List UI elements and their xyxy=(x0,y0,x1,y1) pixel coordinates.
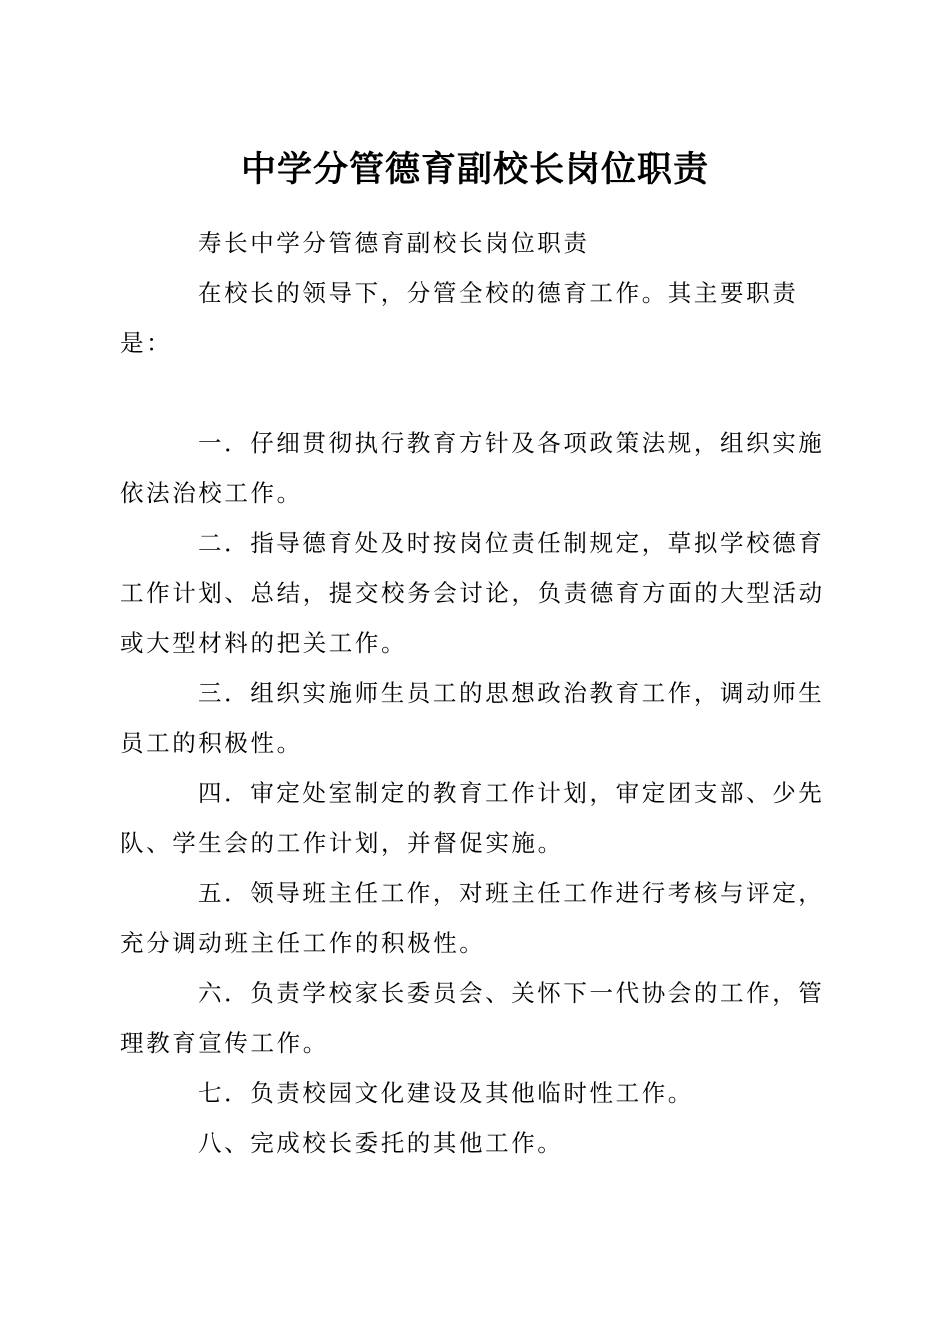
duty-item-5: 五．领导班主任工作，对班主任工作进行考核与评定，充分调动班主任工作的积极性。 xyxy=(120,879,825,957)
document-title: 中学分管德育副校长岗位职责 xyxy=(240,149,709,190)
duty-item-7: 七．负责校园文化建设及其他临时性工作。 xyxy=(198,1079,694,1107)
duty-item-2: 二．指导德育处及时按岗位责任制规定，草拟学校德育工作计划、总结，提交校务会讨论，负责德育方面的大型活动或大型材料的把关工作。 xyxy=(120,529,825,657)
document-body xyxy=(120,218,848,1168)
duty-item-3: 三．组织实施师生员工的思想政治教育工作，调动师生员工的积极性。 xyxy=(120,679,825,757)
duty-item-1: 一．仔细贯彻执行教育方针及各项政策法规，组织实施依法治校工作。 xyxy=(120,429,825,507)
document-subtitle: 寿长中学分管德育副校长岗位职责 xyxy=(198,229,590,257)
duty-item-8: 八、完成校长委托的其他工作。 xyxy=(198,1129,564,1157)
duty-item-6: 六．负责学校家长委员会、关怀下一代协会的工作，管理教育宣传工作。 xyxy=(120,979,825,1057)
intro-paragraph: 在校长的领导下，分管全校的德育工作。其主要职责是： xyxy=(120,279,799,357)
duty-item-4: 四．审定处室制定的教育工作计划，审定团支部、少先队、学生会的工作计划，并督促实施。 xyxy=(120,779,825,857)
blank-line xyxy=(120,368,848,418)
